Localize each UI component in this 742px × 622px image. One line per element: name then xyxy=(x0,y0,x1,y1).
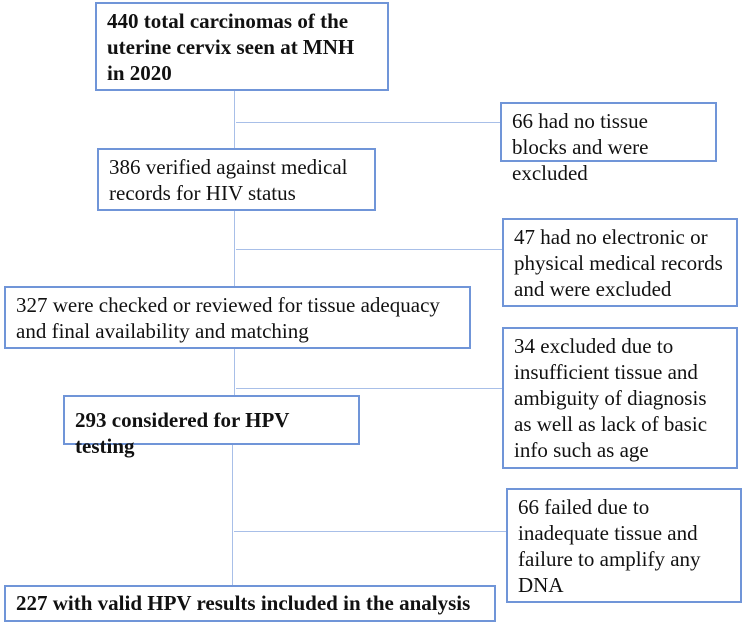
box-valid-results: 227 with valid HPV results included in the analysis xyxy=(4,585,496,622)
connector-vertical-4 xyxy=(232,445,233,585)
connector-exclusion-4 xyxy=(234,531,506,532)
exclusion-no-records: 47 had no electronic or physical medical records and were excluded xyxy=(502,218,738,307)
connector-exclusion-2 xyxy=(236,249,502,250)
connector-exclusion-3 xyxy=(236,388,502,389)
exclusion-no-tissue-blocks: 66 had no tissue blocks and were excluded xyxy=(500,102,717,162)
box-tissue-adequacy: 327 were checked or reviewed for tissue adequacy and final availability and matching xyxy=(4,286,471,349)
box-hpv-testing: 293 considered for HPV testing xyxy=(63,395,360,445)
box-total-carcinomas: 440 total carcinomas of the uterine cervix seen at MNH in 2020 xyxy=(95,2,389,91)
connector-vertical-1 xyxy=(234,91,235,148)
box-verified-hiv: 386 verified against medical records for HIV status xyxy=(97,148,376,211)
connector-exclusion-1 xyxy=(236,122,500,123)
connector-vertical-2 xyxy=(234,211,235,286)
exclusion-insufficient-tissue: 34 excluded due to insufficient tissue and ambiguity of diagnosis as well as lack of basic info such as age xyxy=(502,327,738,469)
exclusion-failed-amplify: 66 failed due to inadequate tissue and failure to amplify any DNA xyxy=(506,488,742,603)
connector-vertical-3 xyxy=(234,349,235,395)
